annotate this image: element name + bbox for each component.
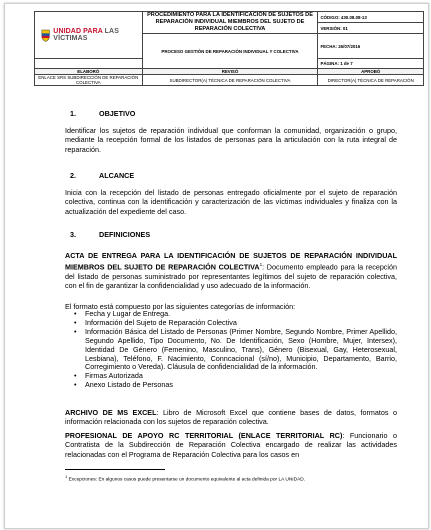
- logo-cell: [35, 12, 143, 59]
- section-1-number: 1.: [70, 109, 76, 118]
- section-1-text: Identificar los sujetos de reparación individual que conforman la comunidad, organización o grupo, mediante la recepción formal de los listados de personas para la articulación con la ruta integral de reparación.: [65, 126, 397, 154]
- definition-profesional: [65, 431, 397, 459]
- footnote-divider: [65, 469, 165, 470]
- aprobo-header: APROBÓ: [318, 69, 424, 75]
- formato-bullet-list: [65, 310, 397, 390]
- archivo-text: : Libro de Microsoft Excel que contiene bases de datos, formatos o información relacionada con los sujetos de reparación colectiva.: [65, 408, 397, 427]
- footnote: [65, 474, 305, 483]
- profesional-text: : Funcionario o Contratista de la Subdirección de Reparación Colectiva encargado de realizar las actividades relacionadas con el Programa de Reparación Colectiva para los casos en: [65, 431, 397, 459]
- coat-of-arms-icon: [41, 28, 50, 43]
- footnote-ref: 1: [259, 262, 263, 268]
- section-2-text: Inicia con la recepción del listado de personas entregado oficialmente por el sujeto de reparación colectiva, continua con la identificación y caracterización de las víctimas individuales y finaliza con la actualización del expediente del caso.: [65, 188, 397, 216]
- archivo-term: ARCHIVO DE MS EXCEL: [65, 408, 157, 417]
- definition-acta: [65, 251, 397, 291]
- footnote-text: Excepciones: En algunos casos puede presentarse un documento equivalente al acta definida por LA UNIDAD.: [68, 477, 306, 483]
- list-item: • Fecha y Lugar de Entrega.: [85, 310, 397, 319]
- definition-archivo: [65, 408, 397, 427]
- section-2-number: 2.: [70, 171, 76, 180]
- footnote-mark: 1: [65, 474, 68, 479]
- acta-text: : Documento empleado para la recepción del listado de personas suministrado por representantes legítimos del sujeto de reparación colectiva, con el fin de garantizar la confidencialidad y uso adecuado de la información.: [65, 262, 397, 291]
- profesional-term: PROFESIONAL DE APOYO RC TERRITORIAL (ENLACE TERRITORIAL RC): [65, 431, 343, 440]
- process-subtitle: PROCESO GESTIÓN DE REPARACIÓN INDIVIDUAL Y COLECTIVA: [142, 34, 318, 69]
- codigo-field: CÓDIGO: 430.08.08-13: [318, 12, 424, 23]
- formato-intro: El formato está compuesto por las siguientes categorías de información:: [65, 302, 296, 311]
- list-item: • Información del Sujeto de Reparación Colectiva: [85, 319, 397, 328]
- unidad-victimas-logo: [37, 28, 140, 43]
- acta-term: ACTA DE ENTREGA PARA LA IDENTIFICACIÓN DE SUJETOS DE REPARACIÓN INDIVIDUAL MIEMBROS DEL SUJETO DE REPARACIÓN COLECTIVA: [65, 251, 397, 272]
- aprobo-value: DIRECTOR(A) TÉCNICA DE REPARACIÓN: [318, 75, 424, 86]
- pagina-field: PÁGINA: 1 de 7: [318, 59, 424, 69]
- section-1-title: OBJETIVO: [99, 109, 136, 118]
- fecha-field: FECHA: 26/07/2016: [318, 34, 424, 59]
- section-3-number: 3.: [70, 230, 76, 239]
- reviso-value: SUBDIRECTOR(A) TÉCNICA DE REPARACIÓN COLECTIVA: [142, 75, 318, 86]
- reviso-header: REVISÓ: [142, 69, 318, 75]
- logo-text: UNIDAD PARA LAS VÍCTIMAS: [53, 28, 119, 42]
- list-item: • Información Básica del Listado de Personas (Primer Nombre, Segundo Nombre, Primer Apellido, Segundo Apellido, Tipo Documento, No. De Identificación, Sexo (Hombre, Mujer, Intersex), Identidad De Género (Femenino, Masculino, Trans), Género (Bisexual, Gay, Heterosexual, Lesbiana), Teléfono, F. Nacimiento, Conncacional (sí/no), Municipio, Departamento, Barrio, Corregimiento o Vereda). Cláusula de confidencialidad de la información.: [85, 328, 397, 373]
- section-3-title: DEFINICIONES: [99, 230, 151, 239]
- document-title: PROCEDIMIENTO PARA LA IDENTIFICACIÓN DE SUJETOS DE REPARACIÓN INDIVIDUAL MIEMBROS DEL SUJETO DE REPARACIÓN COLECTIVA: [142, 12, 318, 34]
- elaboro-header: ELABORÓ: [35, 69, 143, 75]
- list-item: • Anexo Listado de Personas: [85, 381, 397, 390]
- elaboro-value: ENLACE SRS SUBDIRECCIÓN DE REPARACIÓN COLECTIVA: [35, 75, 143, 86]
- section-2-title: ALCANCE: [99, 171, 135, 180]
- document-page: [4, 3, 429, 529]
- version-field: VERSIÓN: 01: [318, 23, 424, 34]
- list-item: • Firmas Autorizada: [85, 372, 397, 381]
- document-header-table: [34, 11, 424, 86]
